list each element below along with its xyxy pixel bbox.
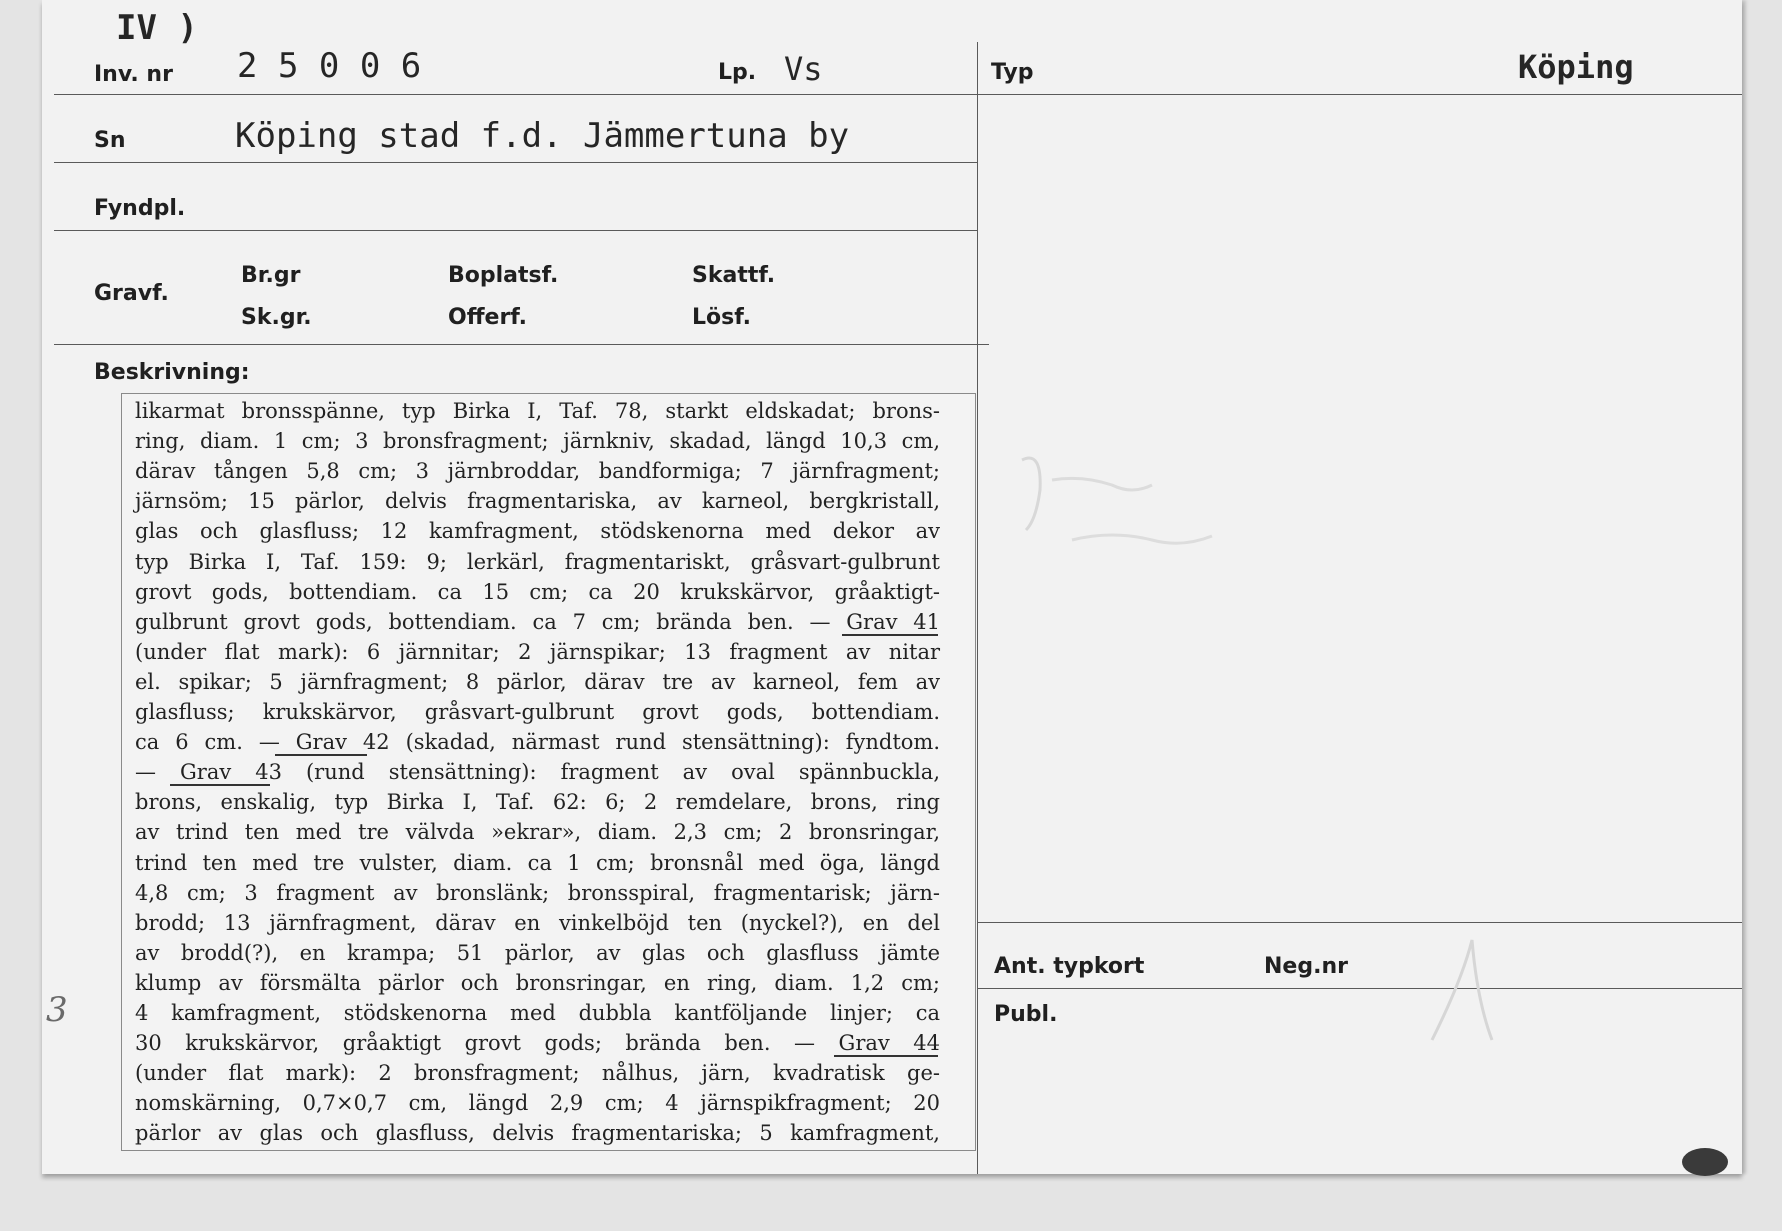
description-pasteup	[121, 393, 976, 1151]
description-line: järnsöm; 15 pärlor, delvis fragmentariska, av karneol, bergkristall,	[135, 489, 940, 514]
description-line: 4 kamfragment, stödskenorna med dubbla kantföljande linjer; ca	[135, 1001, 940, 1025]
fyndpl-rule	[54, 230, 977, 231]
corner-mark: IV )	[116, 8, 198, 48]
beskrivning-label: Beskrivning:	[94, 360, 250, 385]
find-types-rule	[54, 344, 989, 345]
lp-value: Vs	[784, 50, 823, 88]
description-line: ring, diam. 1 cm; 3 bronsfragment; järnkniv, skadad, längd 10,3 cm,	[135, 429, 940, 454]
header-rule-right	[977, 94, 1742, 95]
description-line: av brodd(?), en krampa; 51 pärlor, av glas och glasfluss jämte	[135, 940, 940, 965]
description-line: 30 krukskärvor, gråaktigt grovt gods; brända ben. — Grav 44	[135, 1031, 940, 1056]
fyndpl-label: Fyndpl.	[94, 196, 186, 221]
skattf-label: Skattf.	[692, 263, 776, 288]
grave-underline	[842, 634, 938, 636]
faint-pencil-marks	[1012, 440, 1532, 1120]
description-line: typ Birka I, Taf. 159: 9; lerkärl, fragmentariskt, gråsvart-gulbrunt	[135, 549, 940, 574]
inv-label: Inv. nr	[94, 62, 173, 87]
description-line: nomskärning, 0,7×0,7 cm, längd 2,9 cm; 4 järnspikfragment; 20	[135, 1091, 940, 1116]
description-line: 4,8 cm; 3 fragment av bronslänk; bronsspiral, fragmentarisk; järn-	[135, 880, 940, 905]
description-line: brons, enskalig, typ Birka I, Taf. 62: 6; 2 remdelare, brons, ring	[135, 790, 940, 815]
place-right: Köping	[1518, 48, 1634, 86]
grave-underline	[170, 784, 270, 786]
grave-underline	[834, 1055, 938, 1057]
description-line: brodd; 13 järnfragment, därav en vinkelböjd ten (nyckel?), en del	[135, 910, 940, 935]
grave-underline	[275, 754, 367, 756]
description-line: gulbrunt grovt gods, bottendiam. ca 7 cm; brända ben. — Grav 41	[135, 609, 940, 634]
description-line: pärlor av glas och glasfluss, delvis fragmentariska; 5 kamfragment,	[135, 1121, 940, 1146]
description-line: därav tången 5,8 cm; 3 järnbroddar, bandformiga; 7 järnfragment;	[135, 459, 940, 484]
description-line: glas och glasfluss; 12 kamfragment, stödskenorna med dekor av	[135, 519, 940, 544]
skgr-label: Sk.gr.	[241, 305, 312, 330]
sn-value: Köping stad f.d. Jämmertuna by	[235, 116, 850, 156]
lp-label: Lp.	[718, 60, 757, 85]
brgr-label: Br.gr	[241, 263, 301, 288]
gravf-label: Gravf.	[94, 281, 169, 306]
typ-label: Typ	[991, 60, 1034, 85]
column-divider	[977, 42, 978, 1174]
description-line: el. spikar; 5 järnfragment; 8 pärlor, därav tre av karneol, fem av	[135, 669, 940, 694]
header-rule-left	[54, 94, 1012, 95]
offerf-label: Offerf.	[448, 305, 528, 330]
publ-label: Publ.	[994, 1002, 1058, 1027]
description-line: grovt gods, bottendiam. ca 15 cm; ca 20 krukskärvor, gråaktigt-	[135, 579, 940, 604]
description-line: klump av försmälta pärlor och bronsringar, en ring, diam. 1,2 cm;	[135, 970, 940, 995]
sn-label: Sn	[94, 128, 126, 153]
losf-label: Lösf.	[692, 305, 751, 330]
description-line: trind ten med tre vulster, diam. ca 1 cm; bronsnål med öga, längd	[135, 850, 940, 875]
description-line: likarmat bronsspänne, typ Birka I, Taf. 78, starkt eldskadat; brons-	[135, 399, 940, 423]
inv-number: 2 5 0 0 6	[237, 46, 422, 86]
neg-nr-label: Neg.nr	[1264, 954, 1348, 979]
description-line: glasfluss; krukskärvor, gråsvart-gulbrunt grovt gods, bottendiam.	[135, 700, 940, 724]
description-line: ca 6 cm. — Grav 42 (skadad, närmast rund stensättning): fyndtom.	[135, 730, 940, 755]
description-line: — Grav 43 (rund stensättning): fragment av oval spännbuckla,	[135, 760, 940, 785]
description-line: av trind ten med tre välvda »ekrar», diam. 2,3 cm; 2 bronsringar,	[135, 820, 940, 845]
description-line: (under flat mark): 6 järnnitar; 2 järnspikar; 13 fragment av nitar	[135, 639, 940, 664]
ink-blot	[1682, 1148, 1728, 1176]
ant-typkort-label: Ant. typkort	[994, 954, 1145, 979]
description-line: (under flat mark): 2 bronsfragment; nålhus, järn, kvadratisk ge-	[135, 1061, 940, 1086]
sn-rule	[54, 162, 977, 163]
margin-note: 3	[46, 990, 68, 1030]
boplatsf-label: Boplatsf.	[448, 263, 559, 288]
catalog-card	[42, 0, 1742, 1174]
